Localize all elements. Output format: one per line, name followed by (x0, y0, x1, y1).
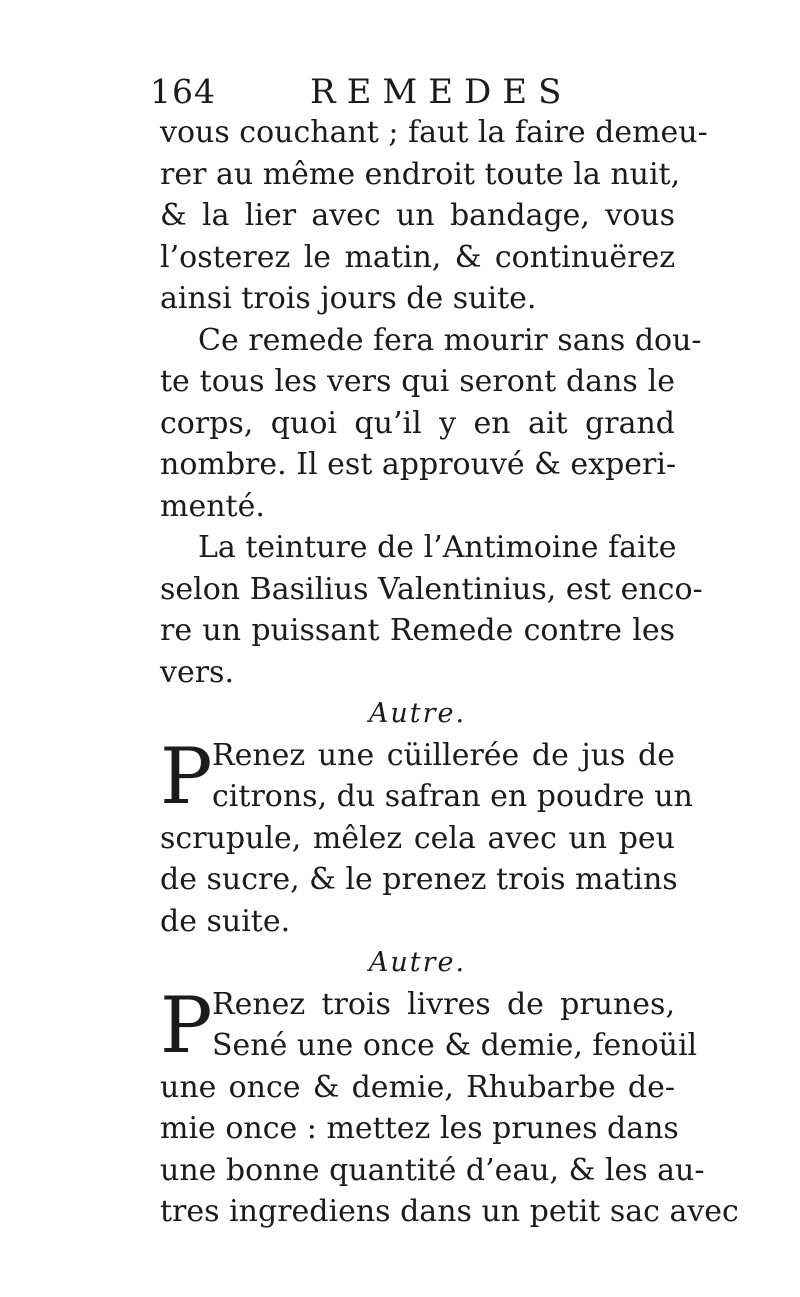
text-line: l’osterez le matin, & continuërez (160, 239, 675, 275)
text-line: scrupule, mêlez cela avec un peu (160, 820, 675, 856)
text-line: Renez trois livres de prunes, (212, 986, 675, 1022)
text-line: Sené une once & demie, fenoüil (212, 1028, 698, 1063)
paragraph-1 (160, 112, 708, 320)
text-line: citrons, du safran en poudre un (212, 779, 693, 814)
text-line: de sucre, & le prenez trois matins (160, 862, 678, 897)
text-line: tres ingrediens dans un petit sac avec (160, 1194, 739, 1229)
text-line: Renez une cüillerée de jus de (212, 737, 675, 773)
text-line: ainsi trois jours de suite. (160, 281, 537, 316)
text-line: & la lier avec un bandage, vous (160, 198, 675, 233)
running-head: REMEDES (310, 72, 573, 112)
text-line: corps, quoi qu’il y en ait grand (160, 405, 675, 441)
text-line: La teinture de l’Antimoine faite (198, 530, 677, 565)
paragraph-3 (160, 527, 703, 693)
text-line: mie once : mettez les prunes dans (160, 1111, 679, 1146)
section-heading-autre: Autre. (368, 698, 467, 729)
section-heading-autre: Autre. (368, 947, 467, 978)
text-line: re un puissant Remede contre les (160, 613, 675, 648)
text-line: selon Basilius Valentinius, est enco- (160, 571, 703, 607)
text-line: de suite. (160, 903, 291, 939)
text-line: une bonne quantité d’eau, & les au- (160, 1152, 705, 1188)
text-line: vous couchant ; faut la faire demeu- (160, 115, 708, 150)
drop-capital: P (160, 980, 213, 1071)
text-line: te tous les vers qui seront dans le (160, 364, 675, 399)
recipe-paragraph-2 (160, 980, 739, 1233)
text-line: menté. (160, 488, 265, 524)
paragraph-2 (160, 320, 702, 528)
text-line: rer au même endroit toute la nuit, (160, 156, 681, 192)
recipe-paragraph-1 (160, 731, 693, 943)
drop-capital: P (160, 731, 213, 822)
page-header (150, 70, 670, 114)
text-line: vers. (160, 654, 234, 690)
text-line: Ce remede fera mourir sans dou- (198, 322, 702, 358)
text-line: une once & demie, Rhubarbe de- (160, 1069, 675, 1105)
page-number: 164 (150, 72, 216, 111)
body-text (160, 112, 739, 1233)
text-line: nombre. Il est approuvé & experi- (160, 447, 677, 482)
